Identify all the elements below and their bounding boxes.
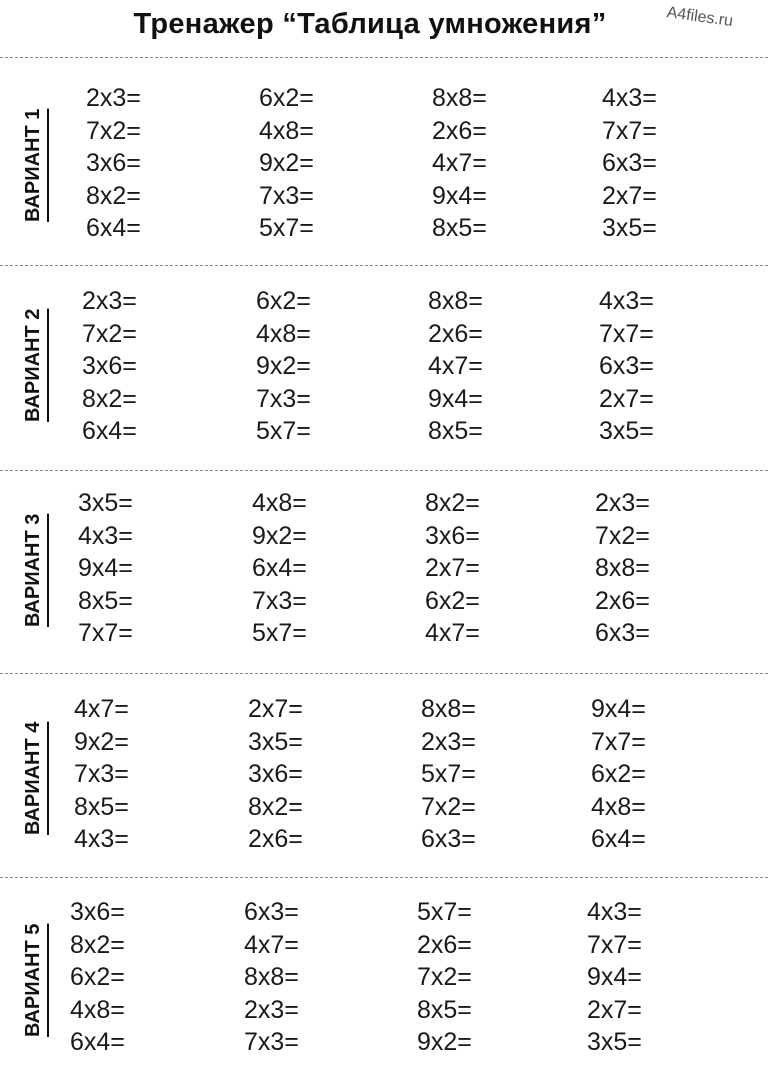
exercise: 2x6= xyxy=(432,116,487,145)
exercise: 8x2= xyxy=(86,181,141,210)
divider xyxy=(0,57,768,58)
exercise: 4x3= xyxy=(74,825,129,853)
exercise: 8x8= xyxy=(244,963,299,991)
exercise: 4x7= xyxy=(432,149,487,177)
exercise: 9x2= xyxy=(252,521,307,550)
exercise: 7x7= xyxy=(587,930,642,959)
exercise: 6x3= xyxy=(421,825,476,853)
watermark: A4files.ru xyxy=(665,4,735,31)
exercise: 7x2= xyxy=(86,116,141,145)
exercise: 6x3= xyxy=(602,149,657,177)
exercise-column xyxy=(86,82,246,245)
exercise: 4x7= xyxy=(428,352,483,380)
variant-label: ВАРИАНТ 5 xyxy=(22,923,44,1037)
exercise: 2x3= xyxy=(421,727,476,756)
exercise: 2x7= xyxy=(248,695,303,723)
exercise: 7x3= xyxy=(252,586,307,615)
exercise: 3x6= xyxy=(70,898,125,926)
exercise: 5x7= xyxy=(417,898,472,926)
exercise: 2x6= xyxy=(428,319,483,348)
exercise: 8x5= xyxy=(74,792,129,821)
divider xyxy=(0,877,768,878)
exercise: 5x7= xyxy=(252,619,307,647)
exercise: 3x6= xyxy=(425,521,480,550)
exercise-column xyxy=(70,896,230,1059)
exercise: 8x2= xyxy=(425,489,480,517)
exercise: 4x7= xyxy=(425,619,480,647)
exercise: 8x8= xyxy=(595,554,650,582)
variant-label: ВАРИАНТ 3 xyxy=(22,513,44,627)
exercise-column xyxy=(244,896,404,1059)
exercise: 8x5= xyxy=(417,995,472,1024)
exercise: 2x6= xyxy=(248,825,303,853)
exercise: 4x8= xyxy=(256,319,311,348)
exercise: 8x8= xyxy=(432,84,487,112)
exercise-column xyxy=(428,285,588,448)
exercise: 2x6= xyxy=(417,930,472,959)
exercise: 3x6= xyxy=(82,352,137,380)
exercise: 3x5= xyxy=(248,727,303,756)
exercise-column xyxy=(82,285,242,448)
exercise: 9x2= xyxy=(74,727,129,756)
exercise: 8x8= xyxy=(421,695,476,723)
exercise: 7x3= xyxy=(259,181,314,210)
exercise: 5x7= xyxy=(421,760,476,788)
exercise: 3x6= xyxy=(248,760,303,788)
exercise: 9x4= xyxy=(78,554,133,582)
exercise: 2x3= xyxy=(595,489,650,517)
exercise: 2x7= xyxy=(587,995,642,1024)
exercise-column xyxy=(78,487,238,650)
exercise: 2x7= xyxy=(599,384,654,413)
variant-label: ВАРИАНТ 4 xyxy=(22,721,44,835)
exercise-column xyxy=(599,285,759,448)
exercise: 4x3= xyxy=(587,898,642,926)
exercise-column xyxy=(252,487,412,650)
exercise: 9x4= xyxy=(432,181,487,210)
exercise: 7x2= xyxy=(421,792,476,821)
exercise: 7x7= xyxy=(591,727,646,756)
exercise: 7x7= xyxy=(602,116,657,145)
exercise-column xyxy=(421,693,581,856)
exercise-column xyxy=(417,896,577,1059)
exercise: 2x6= xyxy=(595,586,650,615)
exercise-column xyxy=(591,693,751,856)
divider xyxy=(0,673,768,674)
exercise: 8x2= xyxy=(248,792,303,821)
exercise: 6x2= xyxy=(70,963,125,991)
exercise-column xyxy=(74,693,234,856)
exercise: 7x7= xyxy=(599,319,654,348)
exercise: 8x2= xyxy=(70,930,125,959)
exercise: 9x2= xyxy=(417,1028,472,1056)
exercise-column xyxy=(602,82,762,245)
exercise: 6x4= xyxy=(82,417,137,445)
exercise: 7x2= xyxy=(595,521,650,550)
variant-label: ВАРИАНТ 2 xyxy=(22,308,44,422)
exercise: 4x3= xyxy=(602,84,657,112)
exercise: 6x3= xyxy=(599,352,654,380)
exercise: 6x2= xyxy=(425,586,480,615)
exercise: 8x5= xyxy=(78,586,133,615)
exercise: 6x3= xyxy=(244,898,299,926)
exercise: 8x8= xyxy=(428,287,483,315)
exercise: 7x3= xyxy=(244,1028,299,1056)
exercise: 4x7= xyxy=(244,930,299,959)
exercise-column xyxy=(248,693,408,856)
exercise-column xyxy=(425,487,585,650)
exercise: 9x2= xyxy=(259,149,314,177)
exercise: 9x4= xyxy=(428,384,483,413)
exercise-column xyxy=(595,487,755,650)
exercise-column xyxy=(259,82,419,245)
exercise: 6x2= xyxy=(256,287,311,315)
exercise: 6x2= xyxy=(259,84,314,112)
exercise: 4x8= xyxy=(259,116,314,145)
exercise: 6x4= xyxy=(70,1028,125,1056)
exercise: 6x4= xyxy=(252,554,307,582)
exercise: 2x3= xyxy=(86,84,141,112)
exercise: 4x7= xyxy=(74,695,129,723)
exercise: 9x4= xyxy=(591,695,646,723)
exercise: 4x8= xyxy=(70,995,125,1024)
exercise: 4x3= xyxy=(78,521,133,550)
exercise: 7x2= xyxy=(417,963,472,991)
exercise: 8x5= xyxy=(428,417,483,445)
exercise: 7x3= xyxy=(74,760,129,788)
exercise: 3x5= xyxy=(587,1028,642,1056)
exercise: 9x2= xyxy=(256,352,311,380)
exercise: 3x5= xyxy=(599,417,654,445)
page-title: Тренажер “Таблица умножения” xyxy=(133,8,607,40)
exercise: 4x3= xyxy=(599,287,654,315)
exercise: 4x8= xyxy=(591,792,646,821)
exercise-column xyxy=(587,896,747,1059)
exercise: 6x4= xyxy=(86,214,141,242)
exercise: 8x5= xyxy=(432,214,487,242)
variant-label: ВАРИАНТ 1 xyxy=(22,108,44,222)
exercise: 6x2= xyxy=(591,760,646,788)
exercise: 6x3= xyxy=(595,619,650,647)
exercise: 2x3= xyxy=(244,995,299,1024)
divider xyxy=(0,470,768,471)
exercise: 5x7= xyxy=(256,417,311,445)
exercise-column xyxy=(256,285,416,448)
exercise: 2x3= xyxy=(82,287,137,315)
exercise: 9x4= xyxy=(587,963,642,991)
exercise: 2x7= xyxy=(602,181,657,210)
exercise: 3x5= xyxy=(602,214,657,242)
exercise: 2x7= xyxy=(425,554,480,582)
exercise: 3x5= xyxy=(78,489,133,517)
exercise: 3x6= xyxy=(86,149,141,177)
exercise: 7x3= xyxy=(256,384,311,413)
exercise: 8x2= xyxy=(82,384,137,413)
divider xyxy=(0,265,768,266)
exercise: 7x7= xyxy=(78,619,133,647)
exercise-column xyxy=(432,82,592,245)
exercise: 6x4= xyxy=(591,825,646,853)
exercise: 4x8= xyxy=(252,489,307,517)
exercise: 7x2= xyxy=(82,319,137,348)
exercise: 5x7= xyxy=(259,214,314,242)
